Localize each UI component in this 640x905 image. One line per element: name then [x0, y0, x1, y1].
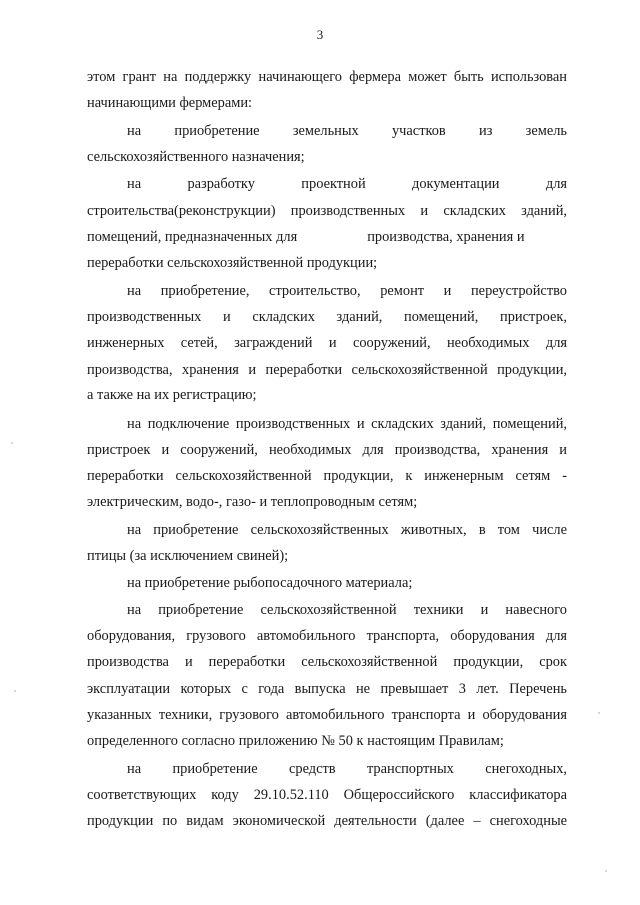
text-line — [87, 228, 567, 246]
text-line: этом грант на поддержку начинающего фермера может быть использован — [87, 69, 567, 85]
text-line: сельскохозяйственного назначения; — [87, 149, 305, 165]
text-line: на подключение производственных и складских зданий, помещений, — [127, 416, 567, 432]
text-line: на приобретение земельных участков из земель — [127, 123, 567, 139]
text-line: производства, хранения и переработки сельскохозяйственной продукции, — [87, 362, 567, 378]
text-line: переработки сельскохозяйственной продукции; — [87, 255, 378, 271]
text-line: на приобретение рыбопосадочного материала; — [127, 575, 413, 591]
text-line: а также на их регистрацию; — [87, 387, 257, 403]
text-line: птицы (за исключением свиней); — [87, 548, 289, 564]
scan-speck — [14, 690, 16, 692]
text-line: производства и переработки сельскохозяйственной продукции, срок — [87, 654, 567, 670]
text-line: строительства(реконструкции) производственных и складских зданий, — [87, 203, 567, 219]
text-line: на приобретение сельскохозяйственных животных, в том числе — [127, 522, 567, 538]
text-line: инженерных сетей, заграждений и сооружений, необходимых для — [87, 335, 567, 351]
text-line: продукции по видам экономической деятельности (далее – снегоходные — [87, 813, 567, 829]
page-number: 3 — [316, 27, 324, 42]
text-line: оборудования, грузового автомобильного транспорта, оборудования для — [87, 628, 567, 644]
text-line: на приобретение, строительство, ремонт и переустройство — [127, 283, 567, 299]
scan-speck — [11, 442, 13, 444]
text-line: эксплуатации которых с года выпуска не превышает 3 лет. Перечень — [87, 681, 567, 697]
scan-speck — [605, 870, 607, 872]
text-line: на приобретение средств транспортных снегоходных, — [127, 761, 567, 777]
text-line: определенного согласно приложению № 50 к настоящим Правилам; — [87, 733, 504, 749]
text-line: указанных техники, грузового автомобильного транспорта и оборудования — [87, 707, 567, 723]
text-line: пристроек и сооружений, необходимых для производства, хранения и — [87, 442, 567, 458]
scan-speck — [598, 712, 600, 714]
text-line: производственных и складских зданий, помещений, пристроек, — [87, 309, 567, 325]
text-line: соответствующих коду 29.10.52.110 Общероссийского классификатора — [87, 787, 567, 803]
text-line: на разработку проектной документации для — [127, 176, 567, 192]
text-fragment: производства, хранения и — [367, 229, 525, 245]
text-line: переработки сельскохозяйственной продукции, к инженерным сетям - — [87, 468, 567, 484]
text-line: на приобретение сельскохозяйственной техники и навесного — [127, 602, 567, 618]
text-line: электрическим, водо-, газо- и теплопроводным сетям; — [87, 494, 418, 510]
text-line: начинающими фермерами: — [87, 95, 253, 111]
text-fragment: помещений, предназначенных для — [87, 229, 298, 245]
